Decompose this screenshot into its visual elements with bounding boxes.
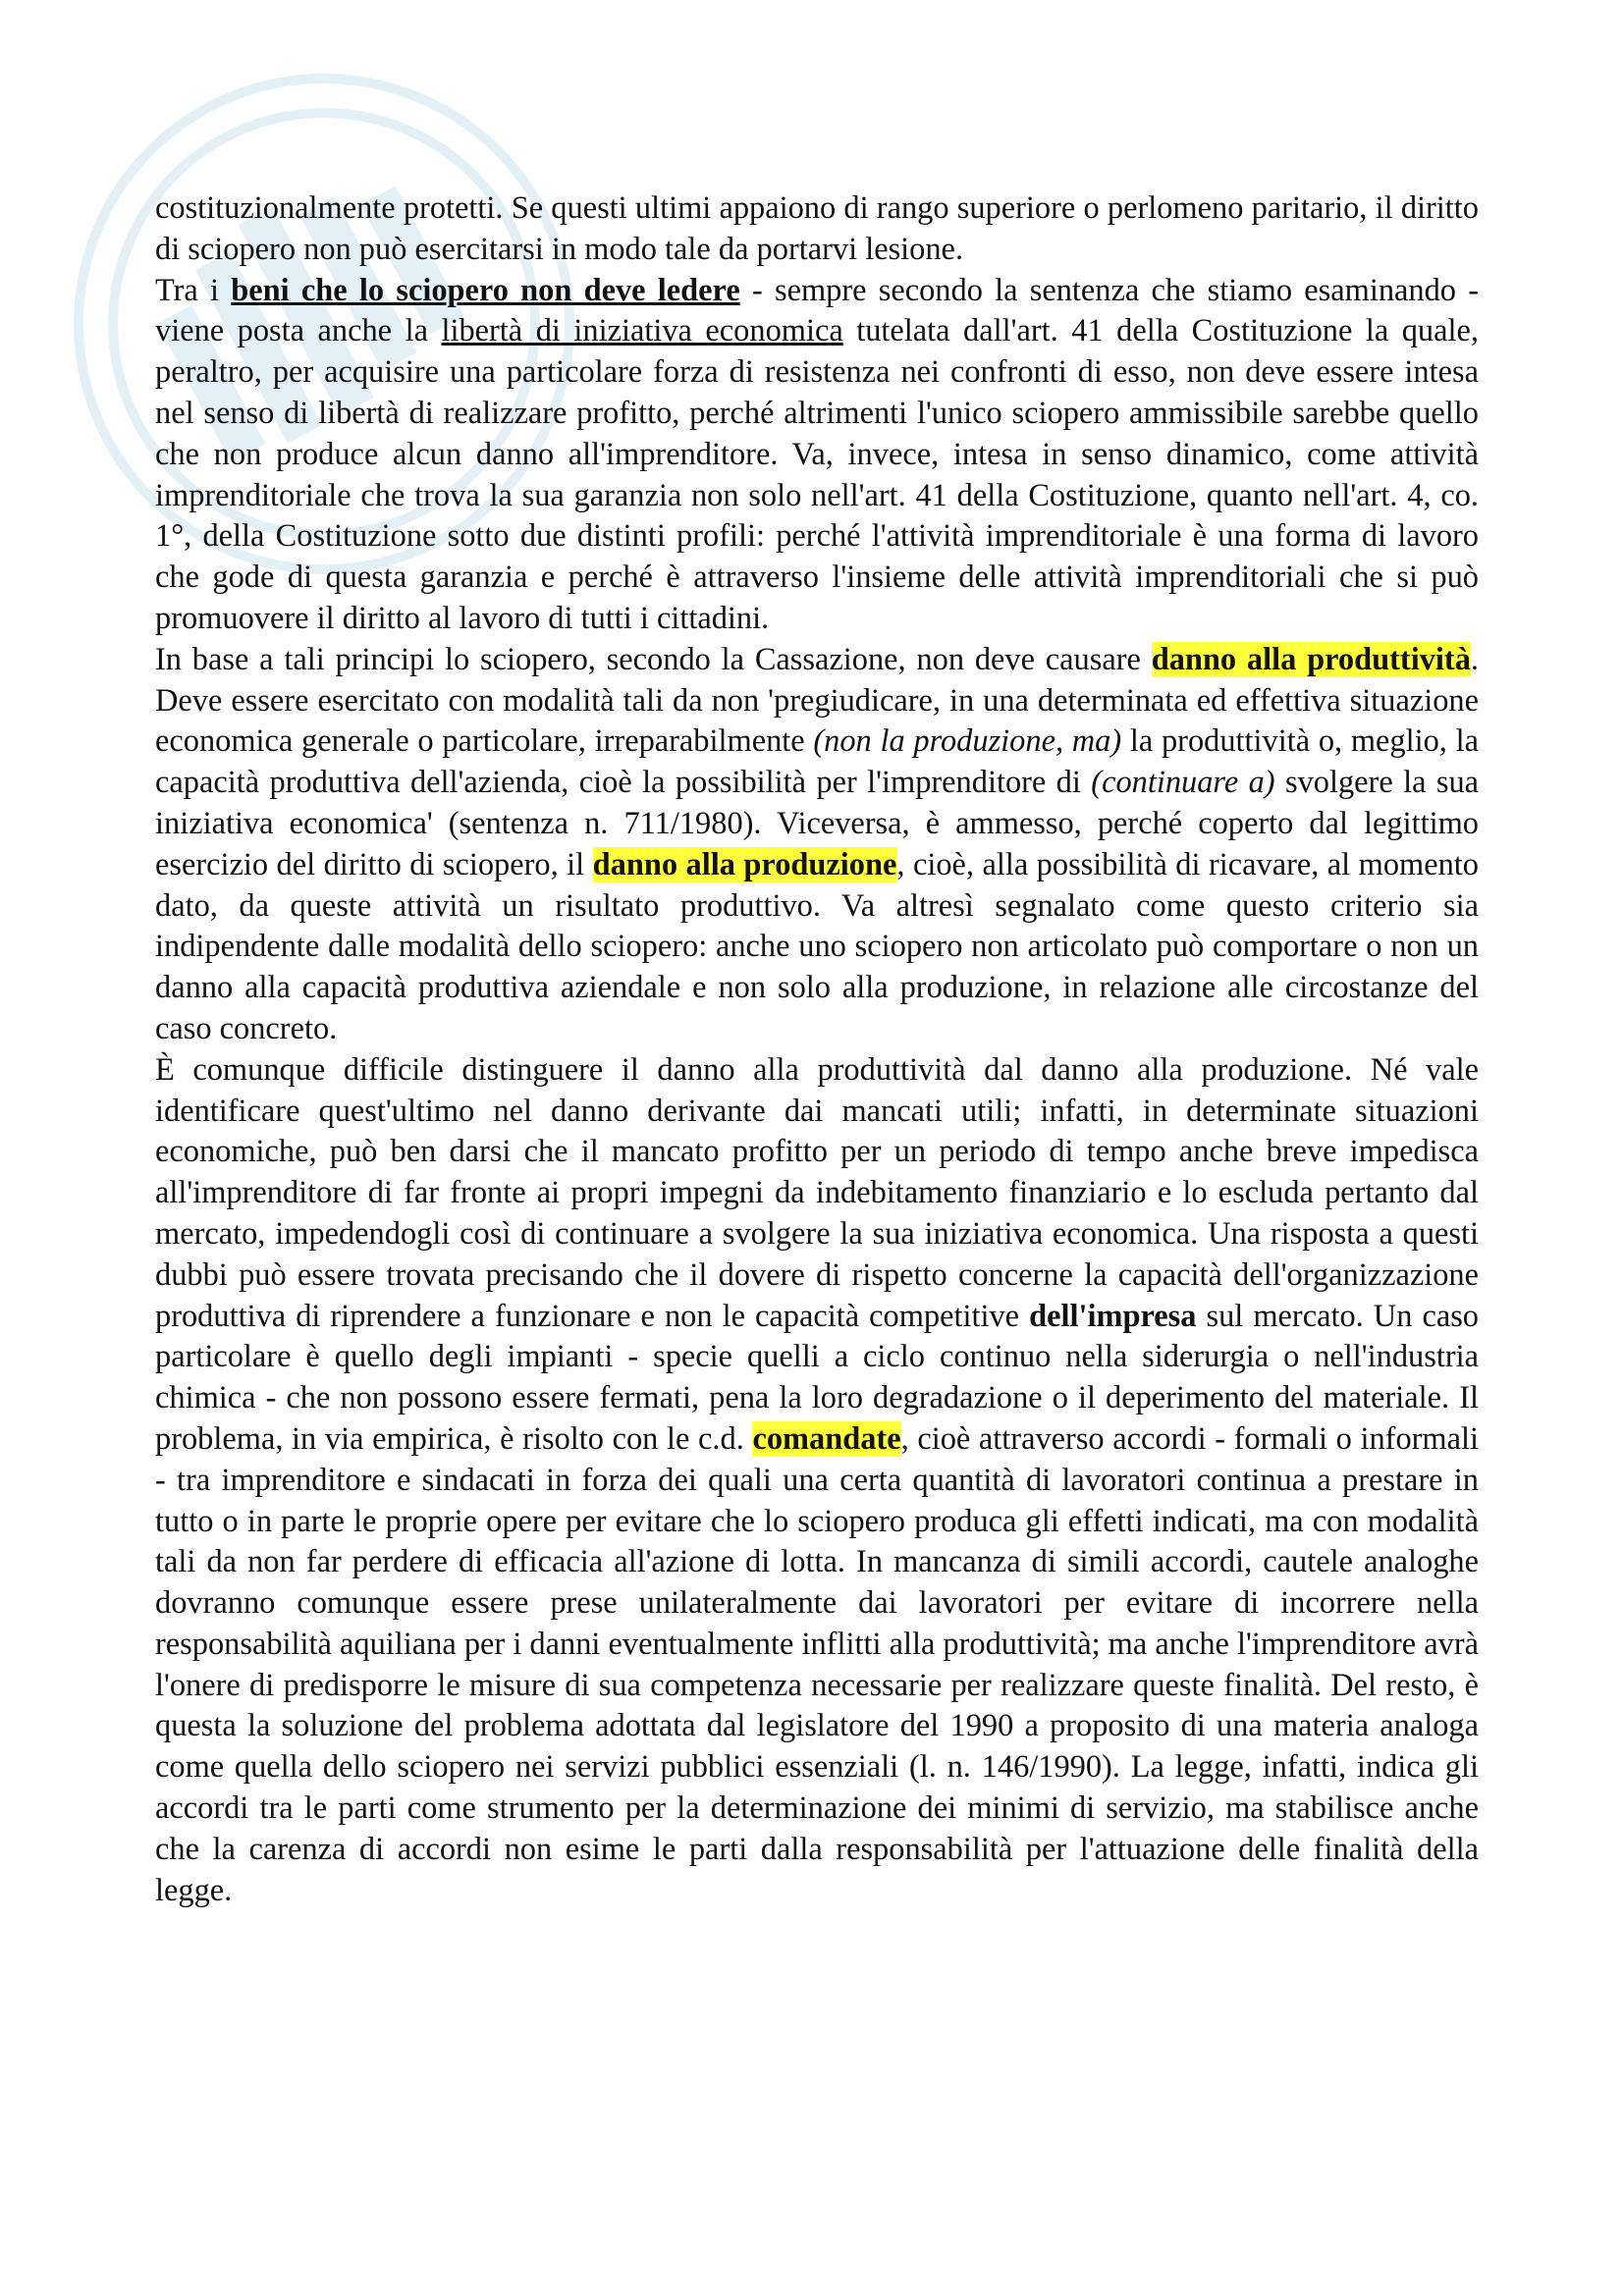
italic-aside: (non la produzione, ma): [813, 723, 1122, 760]
document-body: [155, 188, 1479, 1911]
paragraph-1: costituzionalmente protetti. Se questi ultimi appaiono di rango superiore o perlomeno paritario, il diritto di sciopero non può esercitarsi in modo tale da portarvi lesione.: [155, 190, 1479, 267]
underlined-term: libertà di iniziativa economica: [441, 313, 843, 349]
bold-term: dell'impresa: [1029, 1298, 1197, 1334]
paragraph-4: È comunque difficile distinguere il danno alla produttività dal danno alla produzione. Né vale identificare quest'ultimo nel danno derivante dai mancati utili; infatti, in determinate situazioni economiche, può ben darsi che il mancato profitto per un periodo di tempo anche breve impedisca all'imprenditore di far fronte ai propri impegni da indebitamento finanziario e lo escluda pertanto dal mercato, impedendogli così di continuare a svolgere la sua iniziativa economica. Una risposta a questi dubbi può essere trovata precisando che il dovere di rispetto concerne la capacità dell'organizzazione produttiva di riprendere a funzionare e non le capacità competitive dell'impresa sul mercato. Un caso particolare è quello degli impianti - specie quelli a ciclo continuo nella siderurgia o nell'industria chimica - che non possono essere fermati, pena la loro degradazione o il deperimento del materiale. Il problema, in via empirica, è risolto con le c.d. comandate, cioè attraverso accordi - formali o informali - tra imprenditore e sindacati in forza dei quali una certa quantità di lavoratori continua a prestare in tutto o in parte le proprie opere per evitare che lo sciopero produca gli effetti indicati, ma con modalità tali da non far perdere di efficacia all'azione di lotta. In mancanza di simili accordi, cautele analoghe dovranno comunque essere prese unilateralmente dai lavoratori per evitare di incorrere nella responsabilità aquiliana per i danni eventualmente inflitti alla produttività; ma anche l'imprenditore avrà l'onere di predisporre le misure di sua competenza necessarie per realizzare queste finalità. Del resto, è questa la soluzione del problema adottata dal legislatore del 1990 a proposito di una materia analoga come quella dello sciopero nei servizi pubblici essenziali (l. n. 146/1990). La legge, infatti, indica gli accordi tra le parti come strumento per la determinazione dei minimi di servizio, ma stabilisce anche che la carenza di accordi non esime le parti dalla responsabilità per l'attuazione delle finalità della legge.: [155, 1051, 1479, 1908]
paragraph-2: Tra i beni che lo sciopero non deve ledere - sempre secondo la sentenza che stiamo esaminando - viene posta anche la libertà di iniziativa economica tutelata dall'art. 41 della Costituzione la quale, peraltro, per acquisire una particolare forza di resistenza nei confronti di esso, non deve essere intesa nel senso di libertà di realizzare profitto, perché altrimenti l'unico sciopero ammissibile sarebbe quello che non produce alcun danno all'imprenditore. Va, invece, intesa in senso dinamico, come attività imprenditoriale che trova la sua garanzia non solo nell'art. 41 della Costituzione, quanto nell'art. 4, co. 1°, della Costituzione sotto due distinti profili: perché l'attività imprenditoriale è una forma di lavoro che gode di questa garanzia e perché è attraverso l'insieme delle attività imprenditoriali che si può promuovere il diritto al lavoro di tutti i cittadini.: [155, 272, 1479, 636]
highlighted-term-produttivita: danno alla produttività: [1151, 641, 1471, 677]
italic-aside: (continuare a): [1091, 765, 1275, 801]
bold-underlined-term: beni che lo sciopero non deve ledere: [231, 272, 740, 308]
paragraph-3: In base a tali principi lo sciopero, secondo la Cassazione, non deve causare danno alla produttività. Deve essere esercitato con modalità tali da non 'pregiudicare, in una determinata ed effettiva situazione economica generale o particolare, irreparabilmente (non la produzione, ma) la produttività o, meglio, la capacità produttiva dell'azienda, cioè la possibilità per l'imprenditore di (continuare a) svolgere la sua iniziativa economica' (sentenza n. 711/1980). Viceversa, è ammesso, perché coperto dal legittimo esercizio del diritto di sciopero, il danno alla produzione, cioè, alla possibilità di ricavare, al momento dato, da queste attività un risultato produttivo. Va altresì segnalato come questo criterio sia indipendente dalle modalità dello sciopero: anche uno sciopero non articolato può comportare o non un danno alla capacità produttiva aziendale e non solo alla produzione, in relazione alle circostanze del caso concreto.: [155, 641, 1480, 1046]
highlighted-term-produzione: danno alla produzione: [592, 846, 897, 882]
highlighted-term-comandate: comandate: [752, 1420, 901, 1457]
